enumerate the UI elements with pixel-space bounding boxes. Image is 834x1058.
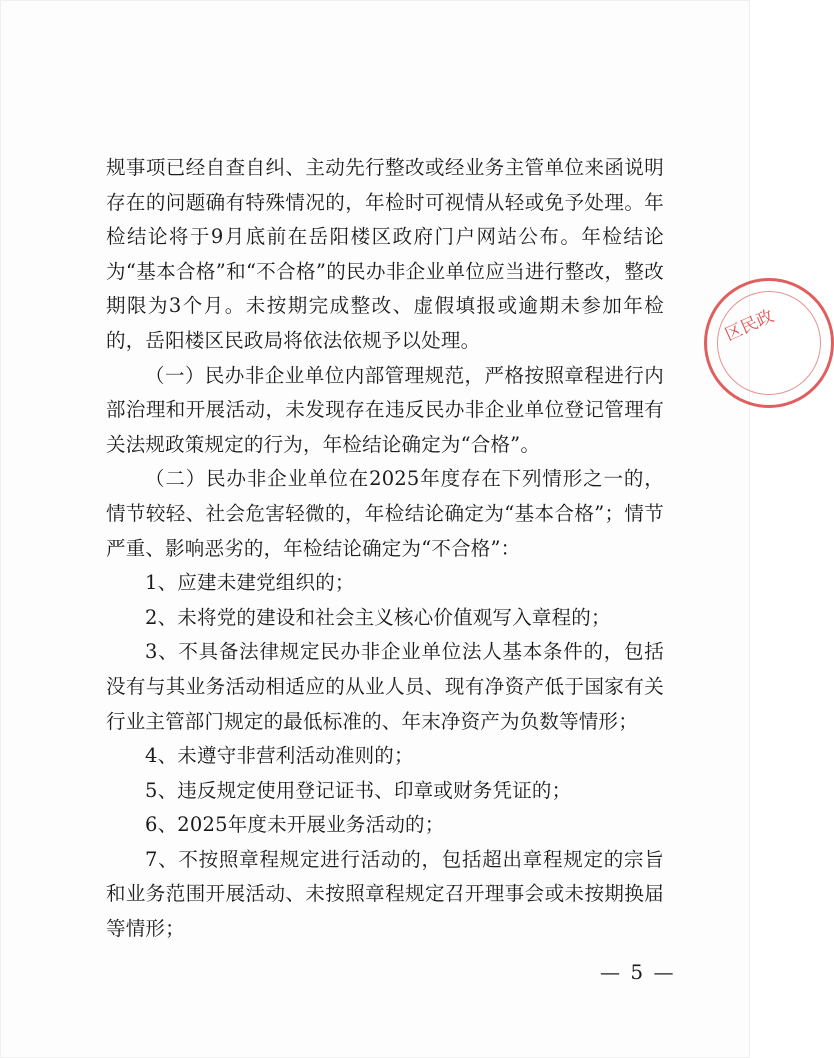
paragraph: （二）民办非企业单位在2025年度存在下列情形之一的，情节较轻、社会危害轻微的，年检结论确定为“基本合格”；情节严重、影响恶劣的，年检结论确定为“不合格”：: [106, 467, 664, 560]
list-item: 7、不按照章程规定进行活动的，包括超出章程规定的宗旨和业务范围开展活动、未按照章程规定召开理事会或未按期换届等情形；: [106, 847, 664, 941]
page-number: — 5 —: [600, 960, 676, 984]
seal-text: 区民政: [722, 306, 777, 346]
list-item: 6、2025年度未开展业务活动的；: [145, 813, 445, 837]
list-item: 4、未遵守非营利活动准则的；: [145, 744, 414, 768]
paragraph: 规事项已经自查自纠、主动先行整改或经业务主管单位来函说明存在的问题确有特殊情况的，年检时可视情从轻或免予处理。年检结论将于9月底前在岳阳楼区政府门户网站公布。年检结论为“基本合格”和“不合格”的民办非企业单位应当进行整改，整改期限为3个月。未按期完成整改、虚假填报或逾期未参加年检的，岳阳楼区民政局将依法依规予以处理。: [106, 156, 664, 352]
document-body: [106, 151, 664, 947]
list-item: 3、不具备法律规定民办非企业单位法人基本条件的，包括没有与其业务活动相适应的从业人员、现有净资产低于国家有关行业主管部门规定的最低标准的、年末净资产为负数等情形；: [106, 640, 664, 733]
official-seal-stamp: [704, 278, 834, 408]
list-item: 5、违反规定使用登记证书、印章或财务凭证的；: [145, 778, 572, 802]
list-item: 1、应建未建党组织的；: [145, 571, 355, 595]
list-item: 2、未将党的建设和社会主义核心价值观写入章程的；: [145, 605, 611, 629]
paragraph: （一）民办非企业单位内部管理规范，严格按照章程进行内部治理和开展活动，未发现存在违反民办非企业单位登记管理有关法规政策规定的行为，年检结论确定为“合格”。: [106, 363, 664, 456]
